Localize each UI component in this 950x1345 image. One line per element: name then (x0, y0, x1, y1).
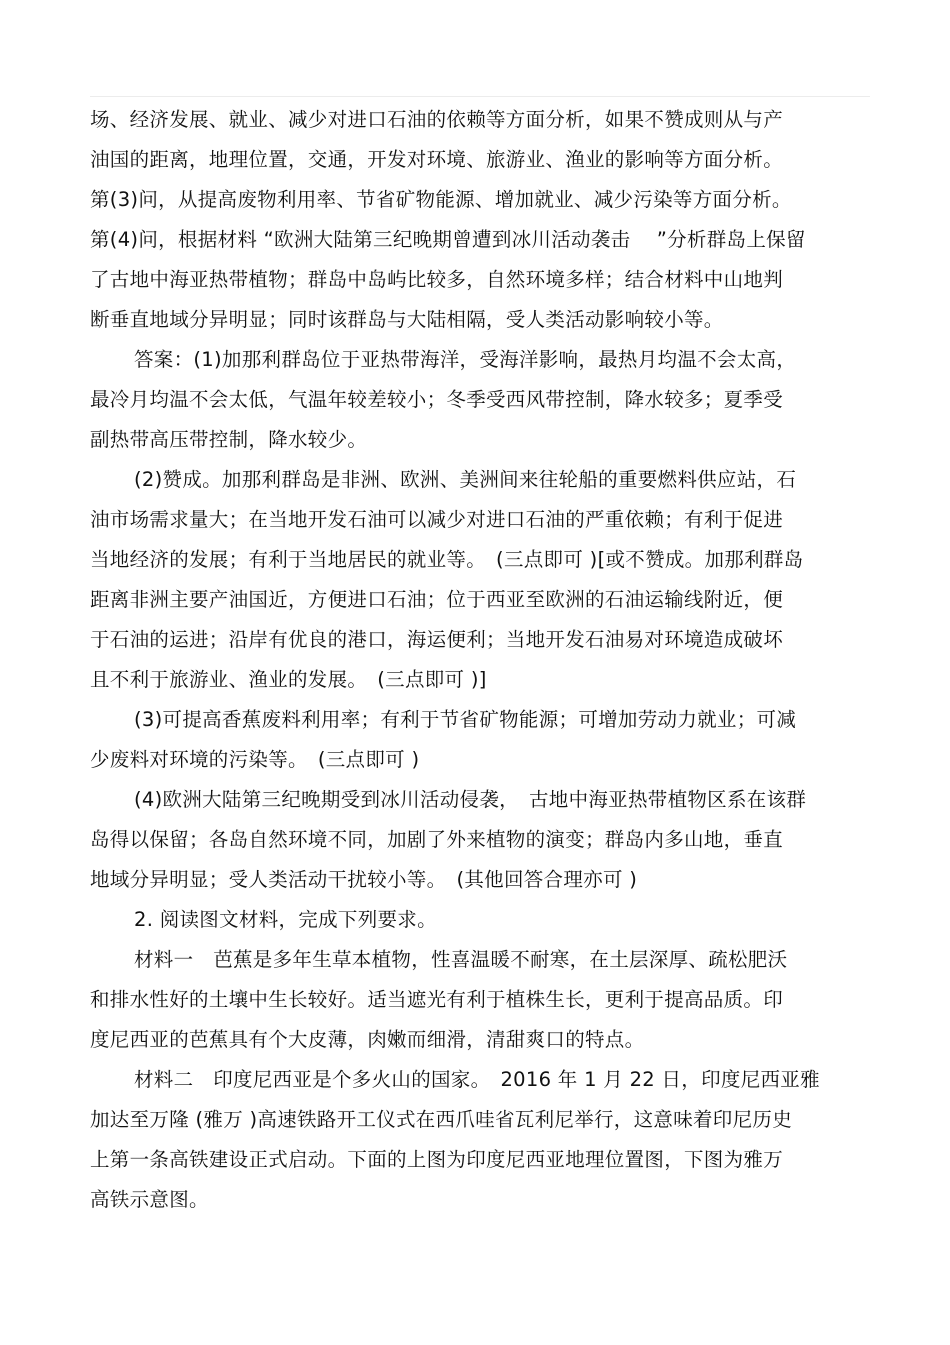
text-line: 断垂直地域分异明显；同时该群岛与大陆相隔，受人类活动影响较小等。 (90, 308, 724, 331)
document-body (90, 100, 870, 1220)
material-2-line: 材料二 印度尼西亚是个多火山的国家。 2016 年 1 月 22 日，印度尼西亚雅 (134, 1068, 820, 1091)
text-line: 和排水性好的土壤中生长较好。适当遮光有利于植株生长，更利于提高品质。印 (90, 988, 784, 1011)
answer-2-line: (2)赞成。加那利群岛是非洲、欧洲、美洲间来往轮船的重要燃料供应站，石 (134, 468, 797, 491)
text-line: 了古地中海亚热带植物；群岛中岛屿比较多，自然环境多样；结合材料中山地判 (90, 268, 784, 291)
answer-3-line: (3)可提高香蕉废料利用率；有利于节省矿物能源；可增加劳动力就业；可减 (134, 708, 797, 731)
text-line: 岛得以保留；各岛自然环境不同，加剧了外来植物的演变；群岛内多山地，垂直 (90, 828, 784, 851)
text-line: 场、经济发展、就业、减少对进口石油的依赖等方面分析，如果不赞成则从与产 (90, 108, 784, 131)
text-line: 高铁示意图。 (90, 1188, 209, 1211)
text-line: 加达至万隆 (雅万 )高速铁路开工仪式在西爪哇省瓦利尼举行，这意味着印尼历史 (90, 1108, 793, 1131)
page-top-rule (90, 96, 870, 97)
text-line: 第(4)问，根据材料 “欧洲大陆第三纪晚期曾遭到冰川活动袭击 ”分析群岛上保留 (90, 228, 806, 251)
text-line: 上第一条高铁建设正式启动。下面的上图为印度尼西亚地理位置图，下图为雅万 (90, 1148, 784, 1171)
text-line: 少废料对环境的污染等。 (三点即可 ) (90, 748, 420, 771)
answer-heading-line: 答案：(1)加那利群岛位于亚热带海洋，受海洋影响，最热月均温不会太高， (134, 348, 797, 371)
text-line: 第(3)问，从提高废物利用率、节省矿物能源、增加就业、减少污染等方面分析。 (90, 188, 792, 211)
text-line: 度尼西亚的芭蕉具有个大皮薄，肉嫩而细滑，清甜爽口的特点。 (90, 1028, 645, 1051)
question-2-line: 2. 阅读图文材料，完成下列要求。 (134, 908, 437, 931)
text-line: 距离非洲主要产油国近，方便进口石油；位于西亚至欧洲的石油运输线附近，便 (90, 588, 784, 611)
text-line: 于石油的运进；沿岸有优良的港口，海运便利；当地开发石油易对环境造成破坏 (90, 628, 784, 651)
text-line: 当地经济的发展；有利于当地居民的就业等。 (三点即可 )[或不赞成。加那利群岛 (90, 548, 804, 571)
text-line: 油国的距离，地理位置，交通，开发对环境、旅游业、渔业的影响等方面分析。 (90, 148, 784, 171)
text-line: 且不利于旅游业、渔业的发展。 (三点即可 )] (90, 668, 487, 691)
answer-4-line: (4)欧洲大陆第三纪晚期受到冰川活动侵袭， 古地中海亚热带植物区系在该群 (134, 788, 807, 811)
text-line: 副热带高压带控制，降水较少。 (90, 428, 368, 451)
text-line: 最冷月均温不会太低，气温年较差较小；冬季受西风带控制，降水较多；夏季受 (90, 388, 784, 411)
text-line: 油市场需求量大；在当地开发石油可以减少对进口石油的严重依赖；有利于促进 (90, 508, 784, 531)
material-1-line: 材料一 芭蕉是多年生草本植物，性喜温暖不耐寒，在土层深厚、疏松肥沃 (134, 948, 788, 971)
text-line: 地域分异明显；受人类活动干扰较小等。 (其他回答合理亦可 ) (90, 868, 638, 891)
